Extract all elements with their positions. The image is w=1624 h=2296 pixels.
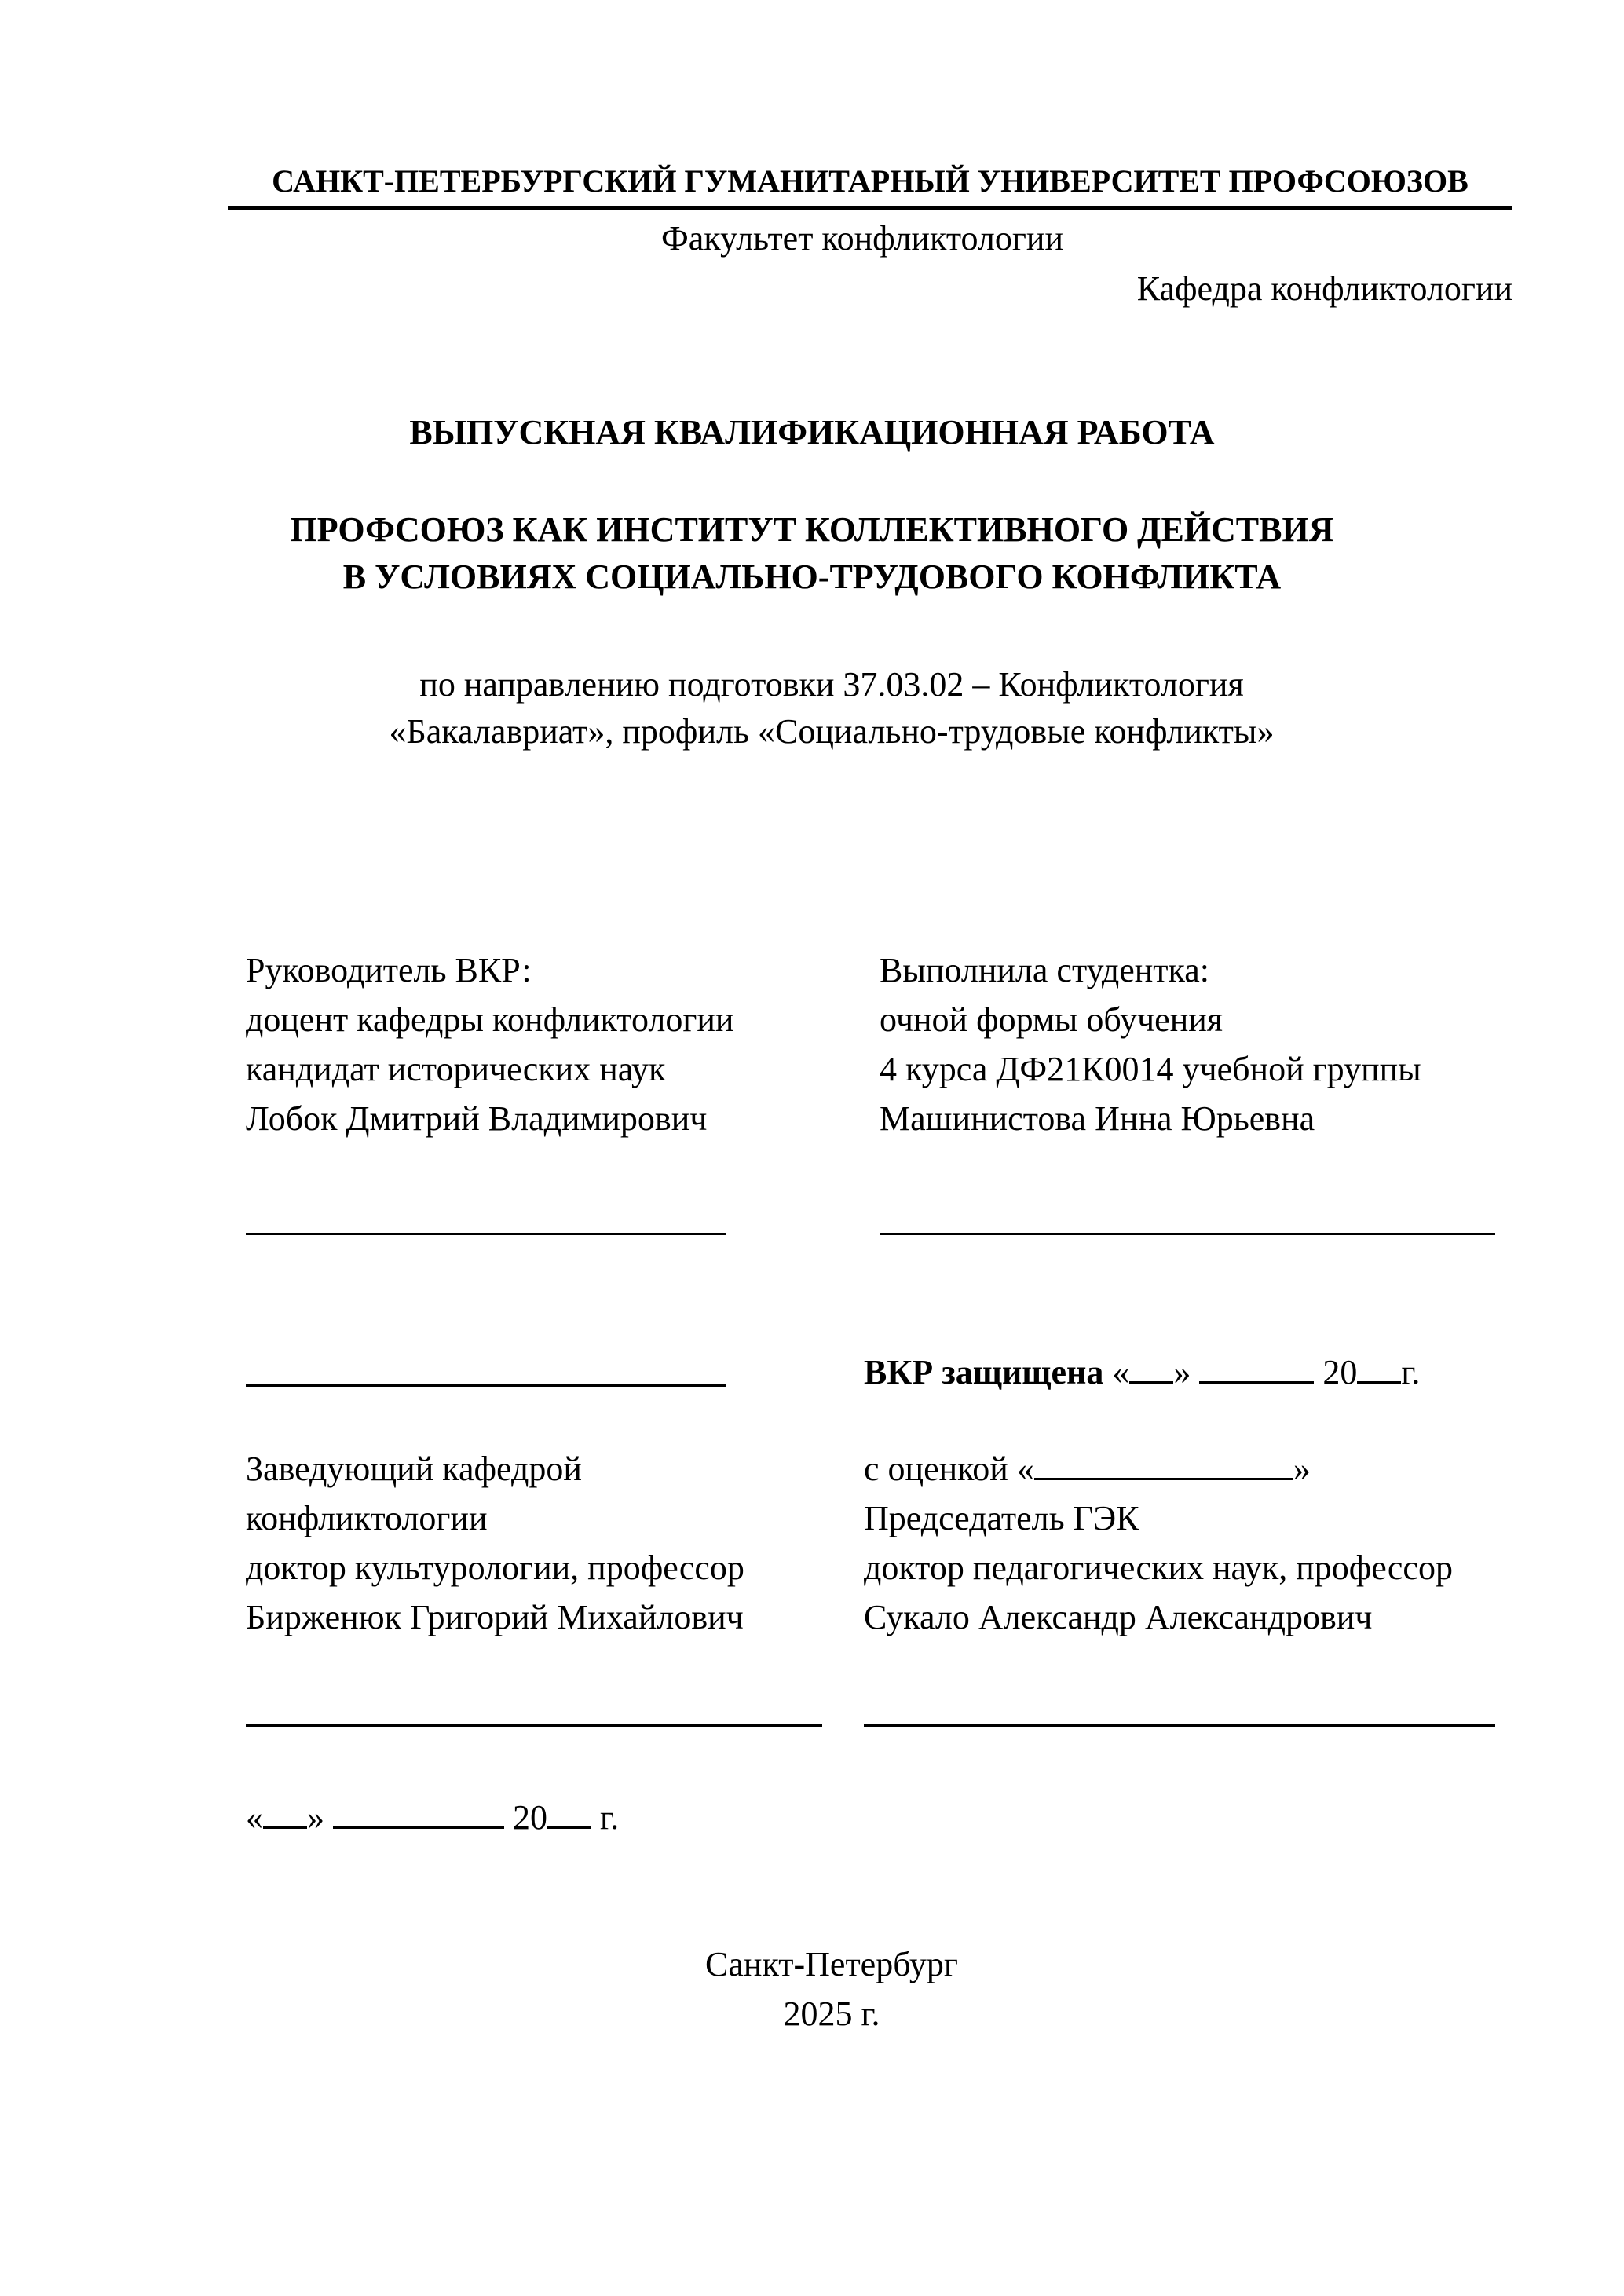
head-name: Бирженюк Григорий Михайлович — [246, 1598, 744, 1636]
chair-name: Сукало Александр Александрович — [864, 1598, 1373, 1636]
supervisor-name: Лобок Дмитрий Владимирович — [246, 1099, 708, 1138]
defense-year-suffix: г. — [1401, 1353, 1421, 1391]
supervisor-label: Руководитель ВКР: — [246, 951, 532, 989]
study-direction: по направлению подготовки 37.03.02 – Конфликтология — [419, 665, 1244, 704]
defense-month-blank — [1199, 1355, 1314, 1384]
faculty-name — [228, 214, 1512, 263]
date-year-blank — [547, 1800, 591, 1829]
study-profile: «Бакалавриат», профиль «Социально-трудовые конфликты» — [389, 712, 1275, 751]
grade-blank — [1034, 1451, 1293, 1480]
head-label: Заведующий кафедрой — [246, 1450, 582, 1488]
date-close-quote: » — [307, 1798, 324, 1837]
grade-close-quote: » — [1293, 1450, 1311, 1488]
date-open-quote: « — [246, 1798, 263, 1837]
head-degree: доктор культурологии, профессор — [246, 1548, 744, 1587]
grade-label: с оценкой « — [864, 1450, 1034, 1488]
student-group: 4 курса ДФ21К0014 учебной группы — [880, 1050, 1421, 1088]
date-year-suffix: г. — [600, 1798, 620, 1837]
date-day-blank — [263, 1800, 307, 1829]
defense-status-line — [864, 1347, 1420, 1397]
defense-label: ВКР защищена — [864, 1353, 1104, 1391]
defense-close-quote: » — [1173, 1353, 1191, 1391]
chair-signature-line — [864, 1724, 1495, 1727]
supervisor-degree: кандидат исторических наук — [246, 1050, 666, 1088]
header-divider — [228, 206, 1512, 210]
supervisor-signature-line — [246, 1233, 726, 1235]
thesis-title-line-2: В УСЛОВИЯХ СОЦИАЛЬНО-ТРУДОВОГО КОНФЛИКТА — [342, 558, 1282, 596]
student-study-form: очной формы обучения — [880, 1000, 1223, 1039]
supervisor-position: доцент кафедры конфликтологии — [246, 1000, 734, 1039]
defense-day-blank — [1129, 1355, 1173, 1384]
work-type-heading: ВЫПУСКНАЯ КВАЛИФИКАЦИОННАЯ РАБОТА — [409, 413, 1215, 452]
extra-signature-line — [246, 1384, 726, 1387]
student-signature-line — [880, 1233, 1495, 1235]
chair-label: Председатель ГЭК — [864, 1499, 1139, 1537]
thesis-title-line-1: ПРОФСОЮЗ КАК ИНСТИТУТ КОЛЛЕКТИВНОГО ДЕЙСТВИЯ — [290, 510, 1334, 549]
city: Санкт-Петербург — [705, 1945, 958, 1983]
faculty-label: Факультет конфликтологии — [660, 219, 1063, 258]
defense-year-blank — [1357, 1355, 1401, 1384]
grade-line — [864, 1444, 1311, 1493]
year: 2025 г. — [783, 1994, 880, 2033]
university-name: САНКТ-ПЕТЕРБУРГСКИЙ ГУМАНИТАРНЫЙ УНИВЕРСИТЕТ ПРОФСОЮЗОВ — [272, 163, 1469, 199]
date-line — [246, 1793, 619, 1842]
student-name: Машинистова Инна Юрьевна — [880, 1099, 1315, 1138]
department-name: Кафедра конфликтологии — [1136, 269, 1512, 308]
defense-open-quote: « — [1112, 1353, 1130, 1391]
chair-degree: доктор педагогических наук, профессор — [864, 1548, 1453, 1587]
head-signature-line — [246, 1724, 822, 1727]
date-month-blank — [333, 1800, 504, 1829]
defense-year-prefix: 20 — [1322, 1353, 1358, 1391]
student-label: Выполнила студентка: — [880, 951, 1209, 989]
date-year-prefix: 20 — [513, 1798, 547, 1837]
head-label-cont: конфликтологии — [246, 1499, 488, 1537]
